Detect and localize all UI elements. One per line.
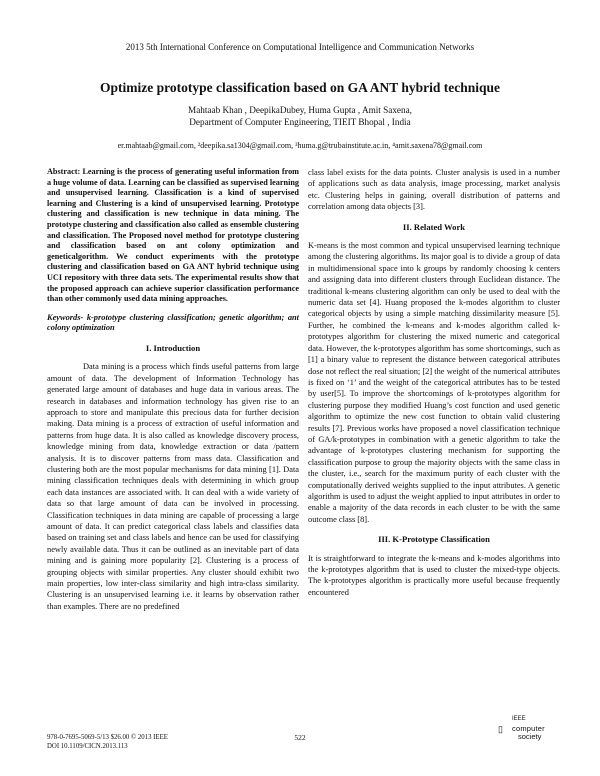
abstract: Abstract: Learning is the process of generating useful information from a huge volume of data. Learning can be classified as supervised learning and unsupervised learning. Classification is a kind of supervised learning and Clustering is a kind of unsupervised learning. Prototype clustering and classification is new technique in data mining. The prototype clustering and classification also called as ensemble clustering and classification. The Proposed novel method for prototype clustering and classification based on ant colony optimization and geneticalgorithm. We conduct experiments with the prototype clustering and classification based on GA ANT hybrid technique using UCI repository with three data sets. The experimental results show that the proposed approach can achieve superior classification performance than other commonly used data mining approaches.: [47, 167, 299, 304]
affiliation: Department of Computer Engineering, TIEIT Bhopal , India: [189, 117, 411, 127]
author-names: Mahtaab Khan , DeepikaDubey, Huma Gupta , Amit Saxena,: [188, 105, 412, 115]
keywords: [47, 313, 299, 334]
introduction-continued: class label exists for the data points. Cluster analysis is used in a number of applications such as data analysis, image processing, market analysis etc. Clustering helps in gaining, overall distribution of patterns and correlation among data objects [3].: [308, 168, 560, 212]
conference-header: 2013 5th International Conference on Computational Intelligence and Communication Networks: [125, 42, 475, 52]
computer-society-logo: [498, 716, 558, 748]
introduction-paragraph: Data mining is a process which finds useful patterns from large amount of data. The development of Information Technology has generated large amount of databases and huge data in various areas. The research in databases and information technology has given rise to an approach to store and manipulate this precious data for further decision making. Data mining is a process of extraction of useful information and patterns from huge data. It is also called as knowledge discovery process, knowledge mining from data, knowledge extraction or data /pattern analysis. It is to discover patterns from mass data. Classification and clustering both are the most popular mechanisms for data mining [1]. Data mining classification techniques deals with determining in which group each data instances are associated with. It can deal with a wide variety of data so that large amount of data can be involved in processing. Classification techniques in data mining are capable of processing a large amount of data. It can predict categorical class labels and classifies data based on training set and class labels and hence can be used for classifying newly available data. Thus it can be outlined as an inevitable part of data mining and is gaining more popularity [2]. Clustering is a process of grouping objects with similar properties. Any cluster should exhibit two main properties, low inter-class similarity and high intra-class similarity. Clustering is an unsupervised learning i.e. it learns by observation rather than examples. There are no predefined: [47, 362, 299, 611]
logo-line-computer: computer: [512, 724, 545, 733]
related-work-paragraph: K-means is the most common and typical unsupervised learning technique among the clustering algorithms. Its major goal is to divide a group of data in multidimensional space into k groups by randomly choosing k centers and assigning data into different clusters through Euclidean distance. The traditional k-means clustering algorithm can only be used to deal with the numeric data set [4]. Huang proposed the k-modes algorithm to cluster categorical objects by using a simple matching dissimilarity measure [5]. Further, he combined the k-means and k-modes algorithm called k-prototypes algorithm for clustering the mixed numeric and categorical data. However, the k-prototypes algorithm has some shortcomings, such as [1] a binary value to represent the distance between categorical attributes dose not reflect the real situation; [2] the weight of the numerical attributes is fixed on ‘1’ and the weight of the categorical attributes has to be tested by user[5]. To improve the shortcomings of k-prototypes algorithm for clustering purpose they modified Huang’s cost function and used genetic algorithm to optimize the new cost function to obtain valid clustering results [7]. Previous works have proposed a novel classification technique of GA/k-prototypes in combination with a genetic algorithm to take the advantage of k-prototypes clustering mechanism for supporting the classification purpose to group the majority objects with the same class in the cluster, i.e., search for the maximum purity of each cluster with the computationally derived weights supplied to the input attributes. A genetic algorithm is used to adjust the weight applied to input attributes in order to enable a majority of the data records in each cluster to be with the same outcome class [8].: [308, 241, 560, 524]
footer-doi: DOI 10.1109/CICN.2013.113: [47, 743, 128, 750]
keywords-text: k-prototype clustering classification; genetic algorithm; ant colony optimization: [47, 312, 299, 333]
author-emails: er.mahtaab@gmail.com, ²deepika.sa1304@gmail.com, ³huma.g@trubainstitute.ac.in, ⁴amit.saxena78@gmail.com: [117, 141, 483, 150]
left-column: [47, 167, 299, 612]
logo-ieee: IEEE: [512, 716, 526, 722]
k-prototype-paragraph: It is straightforward to integrate the k-means and k-modes algorithms into the k-prototypes algorithm that is used to cluster the mixed-type objects. The k-prototypes algorithm is practically more useful because frequently encountered: [308, 553, 560, 597]
page-number: 522: [294, 733, 306, 742]
section-heading-k-prototype: III. K-Prototype Classification: [378, 534, 490, 545]
author-block: [0, 104, 600, 128]
logo-line-society: society: [518, 732, 542, 741]
keywords-label: Keywords-: [47, 312, 84, 322]
section-heading-introduction: I. Introduction: [145, 342, 201, 353]
paper-title: Optimize prototype classification based on GA ANT hybrid technique: [99, 80, 501, 95]
section-heading-related-work: II. Related Work: [402, 221, 466, 232]
logo-mark-icon: ▯: [498, 724, 503, 734]
footer-isbn: 978-0-7695-5069-5/13 $26.00 © 2013 IEEE: [47, 734, 168, 741]
right-column: [308, 167, 560, 598]
